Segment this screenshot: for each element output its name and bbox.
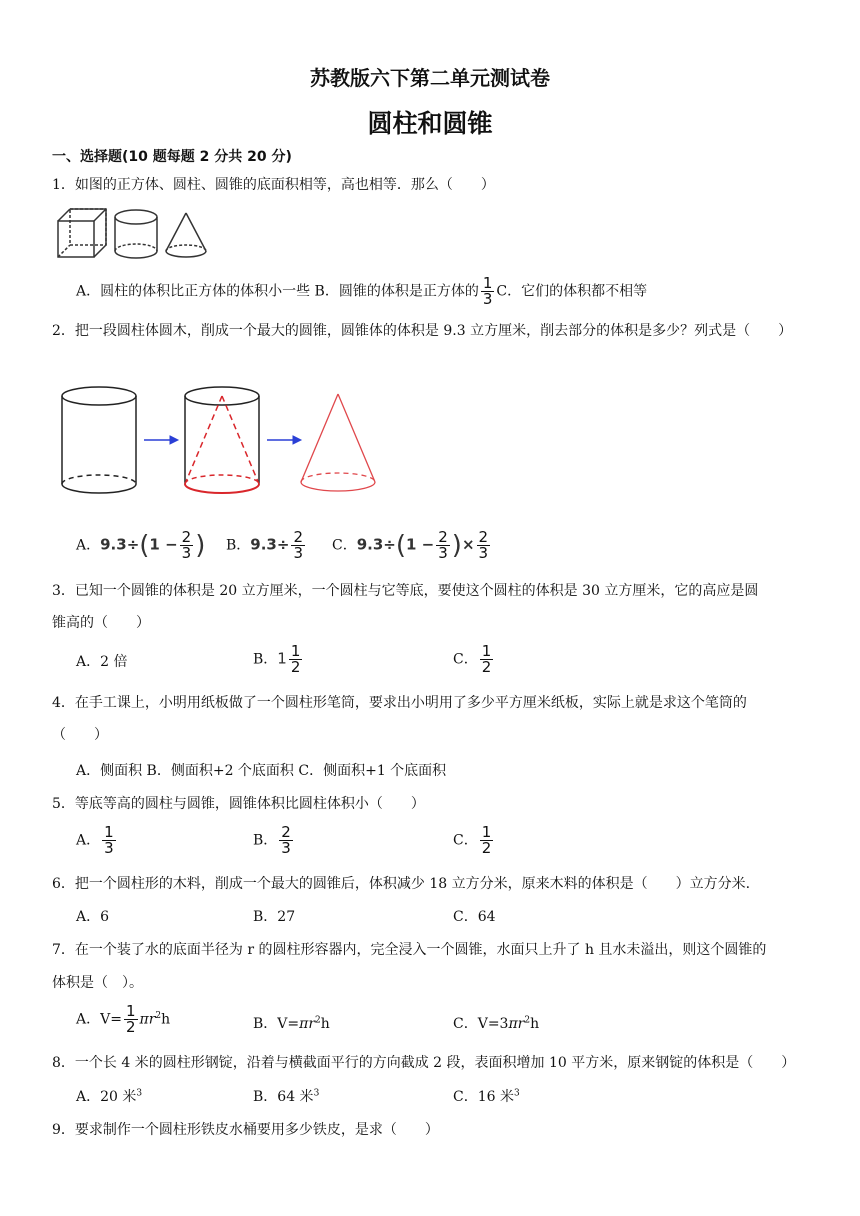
- h: h: [320, 1016, 330, 1032]
- option-text: A．20 米: [76, 1089, 137, 1105]
- fraction: [480, 644, 494, 675]
- option-label: A．V=: [76, 1011, 122, 1028]
- question-6-stem: 6．把一个圆柱形的木料，削成一个最大的圆锥后，体积减少 18 立方分米，原来木料的体积是（ ）立方分米.: [52, 876, 751, 892]
- pi-r: πr: [139, 1011, 156, 1028]
- frac-den: 3: [293, 544, 303, 562]
- q8-option-c: [453, 1086, 520, 1106]
- frac-num: 1: [125, 1002, 136, 1020]
- frac-den: 3: [438, 544, 448, 562]
- paren: ): [195, 530, 206, 561]
- option-label: B．V=: [253, 1016, 300, 1032]
- q6-option-c: C．64: [453, 909, 496, 925]
- q1-option-ab: A．圆柱的体积比正方体的体积小一些 B．圆锥的体积是正方体的: [76, 283, 479, 300]
- square: 2: [524, 1015, 531, 1026]
- option-label: C．: [453, 832, 478, 849]
- q5-option-a: [76, 825, 118, 856]
- option-label: A．: [76, 832, 101, 849]
- q6-option-b: B．27: [253, 909, 296, 925]
- q7-option-a: [76, 1004, 170, 1035]
- q1-fraction: [481, 276, 495, 307]
- cylinder-figure: [62, 387, 136, 493]
- q1-figure: [56, 205, 216, 261]
- expr: 9.3÷: [250, 535, 290, 554]
- frac-den: 3: [104, 839, 114, 857]
- question-7-stem-line1: 7．在一个装了水的底面半径为 r 的圆柱形容器内，完全浸入一个圆锥，水面只上升了 h 且水未溢出，则这个圆锥的: [52, 942, 767, 958]
- fraction: [480, 825, 494, 856]
- question-9-stem: 9．要求制作一个圆柱形铁皮水桶要用多少铁皮，是求（ ）: [52, 1122, 439, 1138]
- exam-subtitle: 圆柱和圆锥: [367, 109, 493, 138]
- fraction: [436, 530, 450, 561]
- q5-option-b: [253, 825, 295, 856]
- frac-den: 3: [478, 544, 489, 562]
- option-label: A．: [76, 537, 101, 554]
- cone-figure: [301, 394, 375, 491]
- frac-num: 1: [290, 642, 301, 660]
- q4-options: A．侧面积 B．侧面积+2 个底面积 C．侧面积+1 个底面积: [76, 763, 447, 779]
- q5-option-c: [453, 825, 495, 856]
- fraction: [477, 530, 491, 561]
- fraction: [289, 644, 303, 675]
- frac-den: 3: [281, 839, 291, 857]
- q7-option-b: [253, 1013, 330, 1033]
- frac-den: 2: [481, 658, 492, 676]
- expr: 1 −: [406, 535, 435, 554]
- cube: 3: [313, 1088, 320, 1099]
- q1-option-c: C．它们的体积都不相等: [496, 283, 648, 300]
- cube: 3: [513, 1088, 520, 1099]
- whole-number: 1: [277, 649, 287, 668]
- expr: 1 −: [149, 535, 178, 554]
- question-4-stem-line2: （ ）: [52, 727, 108, 743]
- cylinder-with-cone-figure: [185, 387, 259, 493]
- cube-figure: [58, 209, 106, 257]
- question-8-stem: 8．一个长 4 米的圆柱形钢锭，沿着与横截面平行的方向截成 2 段，表面积增加 10 平方米，原来钢锭的体积是（ ）: [52, 1055, 796, 1071]
- frac-num: 1: [481, 823, 492, 841]
- question-3-stem-line2: 锥高的（ ）: [52, 615, 150, 631]
- fraction: [124, 1004, 138, 1035]
- fraction: [180, 530, 194, 561]
- option-label: C．V=3: [453, 1016, 509, 1032]
- square: 2: [155, 1010, 162, 1021]
- option-label: B．: [226, 537, 251, 554]
- q3-option-a: A．2 倍: [76, 654, 128, 670]
- option-label: C．: [453, 651, 478, 668]
- arrow-right-icon: [144, 436, 178, 444]
- q2-option-c: [332, 530, 492, 561]
- question-5-stem: 5．等底等高的圆柱与圆锥，圆锥体积比圆柱体积小（ ）: [52, 796, 425, 812]
- frac-den: 3: [482, 290, 493, 308]
- frac-num: 2: [438, 528, 448, 546]
- h: h: [161, 1011, 171, 1028]
- frac-num: 2: [281, 823, 291, 841]
- option-text: B．64 米: [253, 1089, 314, 1105]
- q2-figure: [52, 380, 392, 500]
- frac-den: 2: [481, 839, 492, 857]
- option-text: C．16 米: [453, 1089, 514, 1105]
- square: 2: [315, 1015, 321, 1026]
- frac-num: 1: [481, 642, 492, 660]
- cylinder-figure: [115, 210, 157, 258]
- q3-option-c: [453, 644, 495, 675]
- frac-num: 2: [181, 528, 192, 546]
- paren: (: [139, 530, 150, 561]
- q7-option-c: [453, 1013, 539, 1033]
- q2-option-a: [76, 530, 205, 561]
- frac-den: 3: [181, 544, 192, 562]
- expr: ×: [461, 535, 475, 554]
- fraction: [102, 825, 116, 856]
- q8-option-b: [253, 1086, 319, 1106]
- expr: 9.3÷: [356, 535, 396, 554]
- question-3-stem-line1: 3．已知一个圆锥的体积是 20 立方厘米，一个圆柱与它等底，要使这个圆柱的体积是 30 立方厘米，它的高应是圆: [52, 583, 759, 599]
- option-label: C．: [332, 537, 357, 554]
- fraction: [279, 825, 293, 856]
- paren: (: [395, 530, 407, 561]
- frac-num: 2: [293, 528, 303, 546]
- frac-num: 1: [104, 823, 114, 841]
- arrow-right-icon: [267, 436, 301, 444]
- expr: 9.3÷: [100, 535, 140, 554]
- q3-option-b: [253, 644, 304, 675]
- q2-option-b: [226, 530, 307, 561]
- cone-figure: [166, 213, 206, 257]
- frac-num: 2: [478, 528, 489, 546]
- question-7-stem-line2: 体积是（ ）。: [52, 975, 143, 991]
- option-label: B．: [253, 832, 278, 849]
- exam-title: 苏教版六下第二单元测试卷: [310, 66, 550, 90]
- frac-num: 1: [482, 274, 493, 292]
- q8-option-a: [76, 1086, 142, 1106]
- question-2-stem: 2．把一段圆柱体圆木，削成一个最大的圆锥，圆锥体的体积是 9.3 立方厘米，削去部分的体积是多少？列式是（ ）: [52, 323, 793, 339]
- pi-r: πr: [508, 1016, 525, 1032]
- h: h: [530, 1016, 540, 1032]
- fraction: [291, 530, 305, 561]
- option-label: B．: [253, 651, 278, 668]
- q1-options: [76, 276, 647, 307]
- paren: ): [451, 530, 462, 561]
- question-4-stem-line1: 4．在手工课上，小明用纸板做了一个圆柱形笔筒，要求出小明用了多少平方厘米纸板，实际上就是求这个笔筒的: [52, 695, 747, 711]
- q6-option-a: A．6: [76, 909, 110, 925]
- cube: 3: [136, 1088, 143, 1099]
- question-1-stem: 1．如图的正方体、圆柱、圆锥的底面积相等，高也相等．那么（ ）: [52, 177, 495, 193]
- frac-den: 2: [125, 1018, 136, 1036]
- pi-r: πr: [299, 1016, 316, 1032]
- section-heading: 一、选择题(10 题每题 2 分共 20 分): [52, 149, 292, 165]
- frac-den: 2: [290, 658, 301, 676]
